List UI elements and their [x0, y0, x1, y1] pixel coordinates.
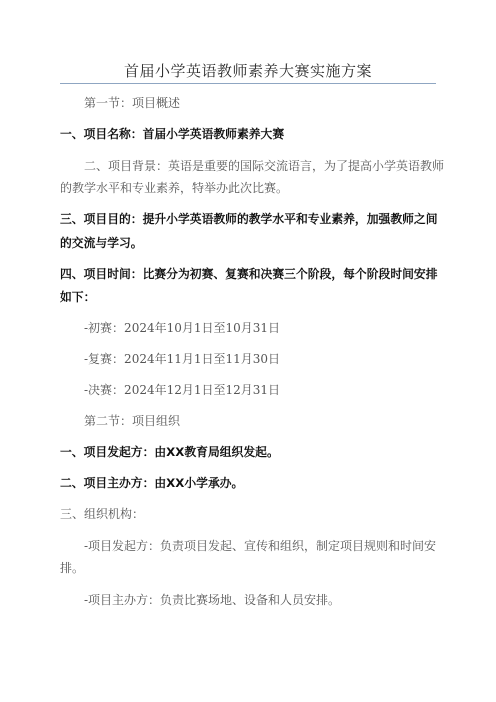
role-initiator-line1: -项目发起方：负责项目发起、宣传和组织，制定项目规则和时间安 [84, 539, 437, 553]
project-name-item: 一、项目名称：首届小学英语教师素养大赛 [60, 127, 285, 141]
document-title: 首届小学英语教师素养大赛实施方案 [123, 62, 372, 80]
project-background-line2: 的教学水平和专业素养，特举办此次比赛。 [60, 181, 289, 195]
project-background-line1: 二、项目背景：英语是重要的国际交流语言，为了提高小学英语教师 [84, 159, 445, 173]
organizer-initiator: 一、项目发起方：由XX教育局组织发起。 [60, 445, 279, 459]
role-host: -项目主办方：负责比赛场地、设备和人员安排。 [84, 593, 341, 607]
organizer-host: 二、项目主办方：由XX小学承办。 [60, 476, 244, 490]
role-initiator-line2: 排。 [60, 561, 85, 575]
stage-preliminary: -初赛：2024年10月1日至10月31日 [84, 321, 281, 335]
title-underline [60, 83, 436, 84]
stage-final: -决赛：2024年12月1日至12月31日 [84, 383, 281, 397]
section2-heading: 第二节：项目组织 [84, 414, 181, 428]
organization-structure: 三、组织机构： [60, 507, 145, 521]
section1-heading: 第一节：项目概述 [84, 96, 181, 110]
project-purpose-line2: 的交流与学习。 [60, 236, 143, 250]
project-purpose-line1: 三、项目目的：提升小学英语教师的教学水平和专业素养，加强教师之间 [60, 212, 438, 226]
stage-semifinal: -复赛：2024年11月1日至11月30日 [84, 352, 281, 366]
project-time-line1: 四、项目时间：比赛分为初赛、复赛和决赛三个阶段，每个阶段时间安排 [60, 267, 438, 281]
project-time-line2: 如下： [60, 290, 96, 304]
